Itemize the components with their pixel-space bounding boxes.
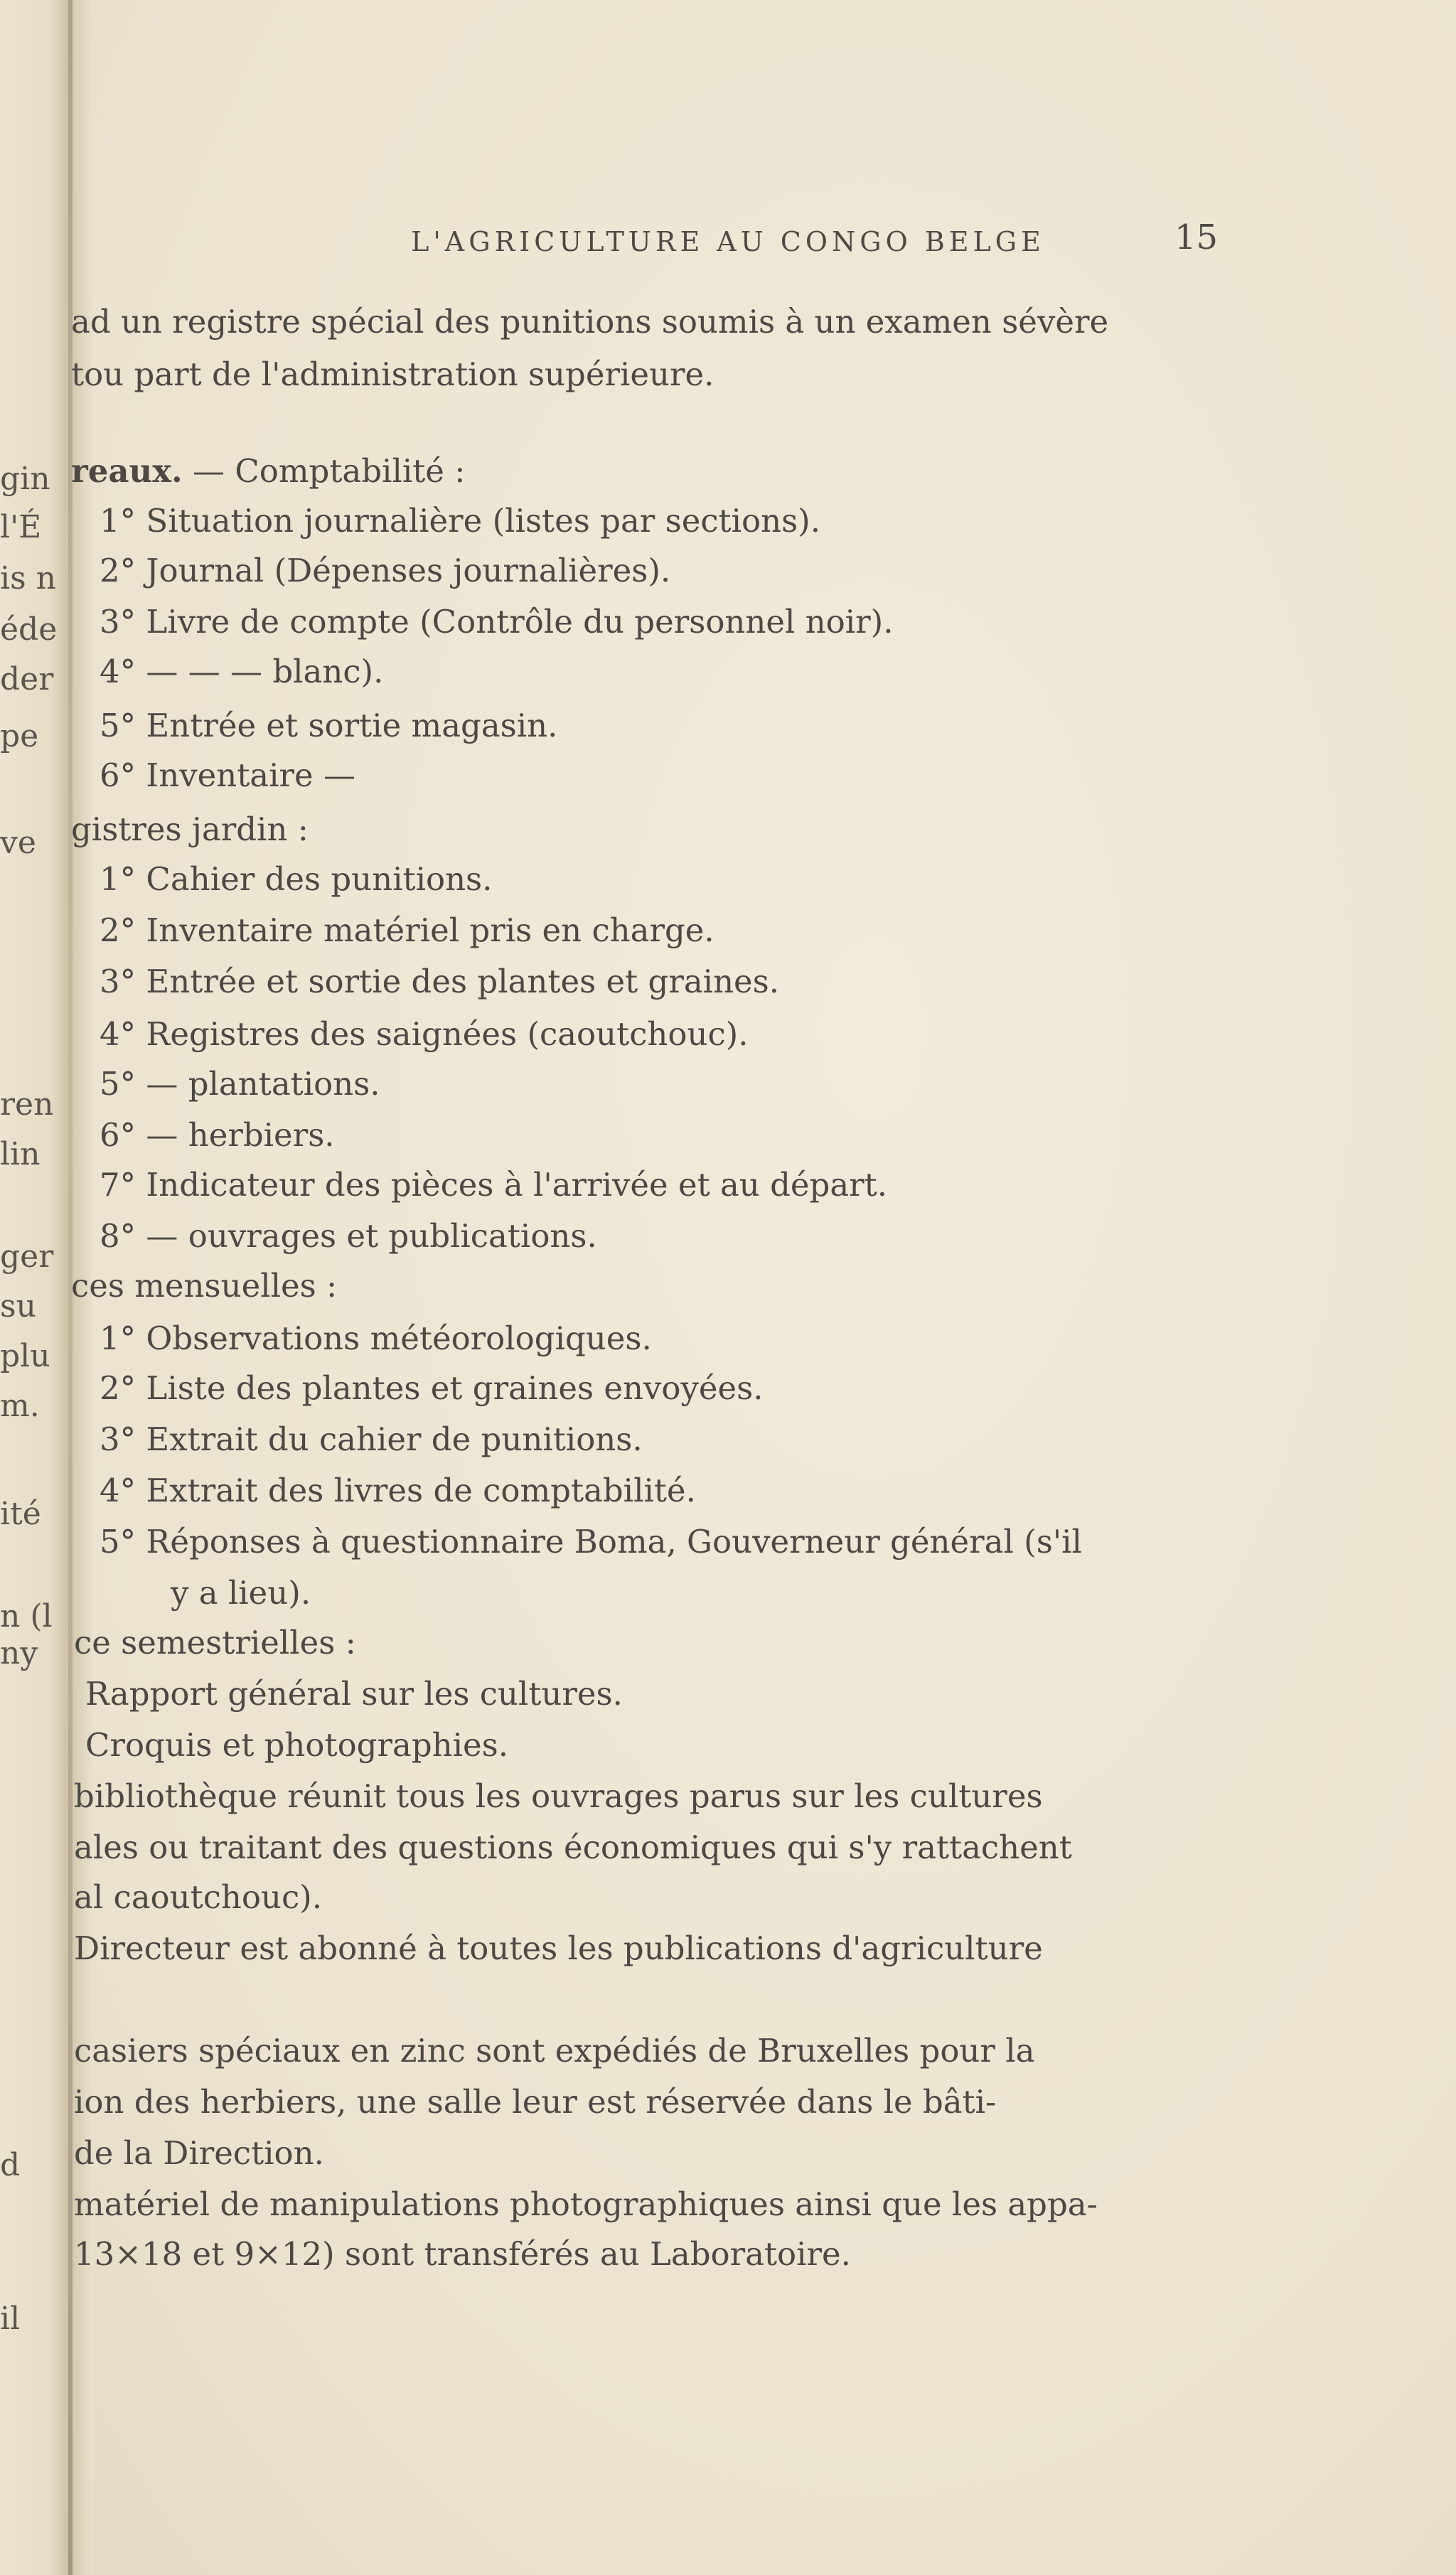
margin-fragment: l'É xyxy=(0,509,42,545)
list-item: 1° Observations météorologiques. xyxy=(100,1319,652,1357)
margin-fragment: plu xyxy=(0,1338,50,1374)
body-line: ad un registre spécial des punitions soumis à un examen sévère xyxy=(71,303,1109,341)
section-heading: ces mensuelles : xyxy=(71,1267,338,1305)
margin-fragment: il xyxy=(0,2301,21,2337)
margin-fragment: is n xyxy=(0,560,56,596)
list-item: 4° Extrait des livres de comptabilité. xyxy=(100,1472,696,1509)
list-item: Rapport général sur les cultures. xyxy=(85,1675,623,1713)
list-item: 6° Inventaire — xyxy=(100,756,355,794)
list-item: Croquis et photographies. xyxy=(85,1726,509,1764)
margin-fragment: pe xyxy=(0,718,39,754)
body-line: casiers spéciaux en zinc sont expédiés de Bruxelles pour la xyxy=(74,2032,1035,2070)
list-item: 1° Cahier des punitions. xyxy=(100,860,493,898)
body-line: de la Direction. xyxy=(74,2134,324,2172)
body-line: tou part de l'administration supérieure. xyxy=(71,355,714,393)
margin-fragment: ny xyxy=(0,1635,38,1671)
margin-fragment: gin xyxy=(0,461,50,497)
section-heading: ce semestrielles : xyxy=(74,1624,356,1661)
body-line: matériel de manipulations photographiques ainsi que les appa- xyxy=(74,2185,1098,2223)
list-item: 2° Inventaire matériel pris en charge. xyxy=(100,911,714,949)
list-item: 1° Situation journalière (listes par sections). xyxy=(100,502,821,540)
margin-fragment: n (l xyxy=(0,1598,53,1634)
body-line: Directeur est abonné à toutes les publications d'agriculture xyxy=(74,1929,1043,1967)
margin-fragment: d xyxy=(0,2147,21,2183)
list-item: 3° Extrait du cahier de punitions. xyxy=(100,1420,643,1458)
margin-fragment: ger xyxy=(0,1238,54,1275)
list-item: 5° Réponses à questionnaire Boma, Gouverneur général (s'il xyxy=(100,1523,1082,1560)
body-line: bibliothèque réunit tous les ouvrages parus sur les cultures xyxy=(74,1777,1043,1815)
margin-fragment: ve xyxy=(0,825,36,861)
margin-fragment: ité xyxy=(0,1496,41,1532)
list-item: 5° — plantations. xyxy=(100,1065,380,1103)
list-item: 2° Liste des plantes et graines envoyées. xyxy=(100,1369,764,1407)
list-item: 7° Indicateur des pièces à l'arrivée et au départ. xyxy=(100,1166,888,1204)
section-heading-bold: reaux. xyxy=(71,452,183,490)
list-item: 3° Livre de compte (Contrôle du personnel noir). xyxy=(100,603,894,641)
margin-fragment: éde xyxy=(0,611,58,648)
body-line: ion des herbiers, une salle leur est réservée dans le bâti- xyxy=(74,2083,997,2121)
page-number: 15 xyxy=(1174,218,1219,257)
body-line: al caoutchouc). xyxy=(74,1878,323,1916)
margin-fragment: m. xyxy=(0,1388,40,1424)
section-heading xyxy=(71,452,465,490)
section-heading-rest: — Comptabilité : xyxy=(182,452,466,490)
section-heading: gistres jardin : xyxy=(71,810,309,848)
list-item: 5° Entrée et sortie magasin. xyxy=(100,707,558,744)
list-item: 6° — herbiers. xyxy=(100,1116,335,1154)
margin-fragment: ren xyxy=(0,1086,54,1123)
list-item: 4° — — — blanc). xyxy=(100,653,384,690)
margin-fragment: lin xyxy=(0,1136,41,1172)
body-line: 13×18 et 9×12) sont transférés au Laboratoire. xyxy=(74,2235,851,2273)
list-item: 2° Journal (Dépenses journalières). xyxy=(100,552,671,589)
list-item: 8° — ouvrages et publications. xyxy=(100,1217,597,1255)
margin-fragment: su xyxy=(0,1288,36,1324)
list-item: 4° Registres des saignées (caoutchouc). xyxy=(100,1015,749,1053)
list-item-continuation: y a lieu). xyxy=(171,1574,311,1612)
list-item: 3° Entrée et sortie des plantes et graines. xyxy=(100,963,780,1000)
running-head: L'AGRICULTURE AU CONGO BELGE xyxy=(411,226,1045,257)
margin-fragment: der xyxy=(0,661,54,697)
body-line: ales ou traitant des questions économiques qui s'y rattachent xyxy=(74,1829,1072,1866)
